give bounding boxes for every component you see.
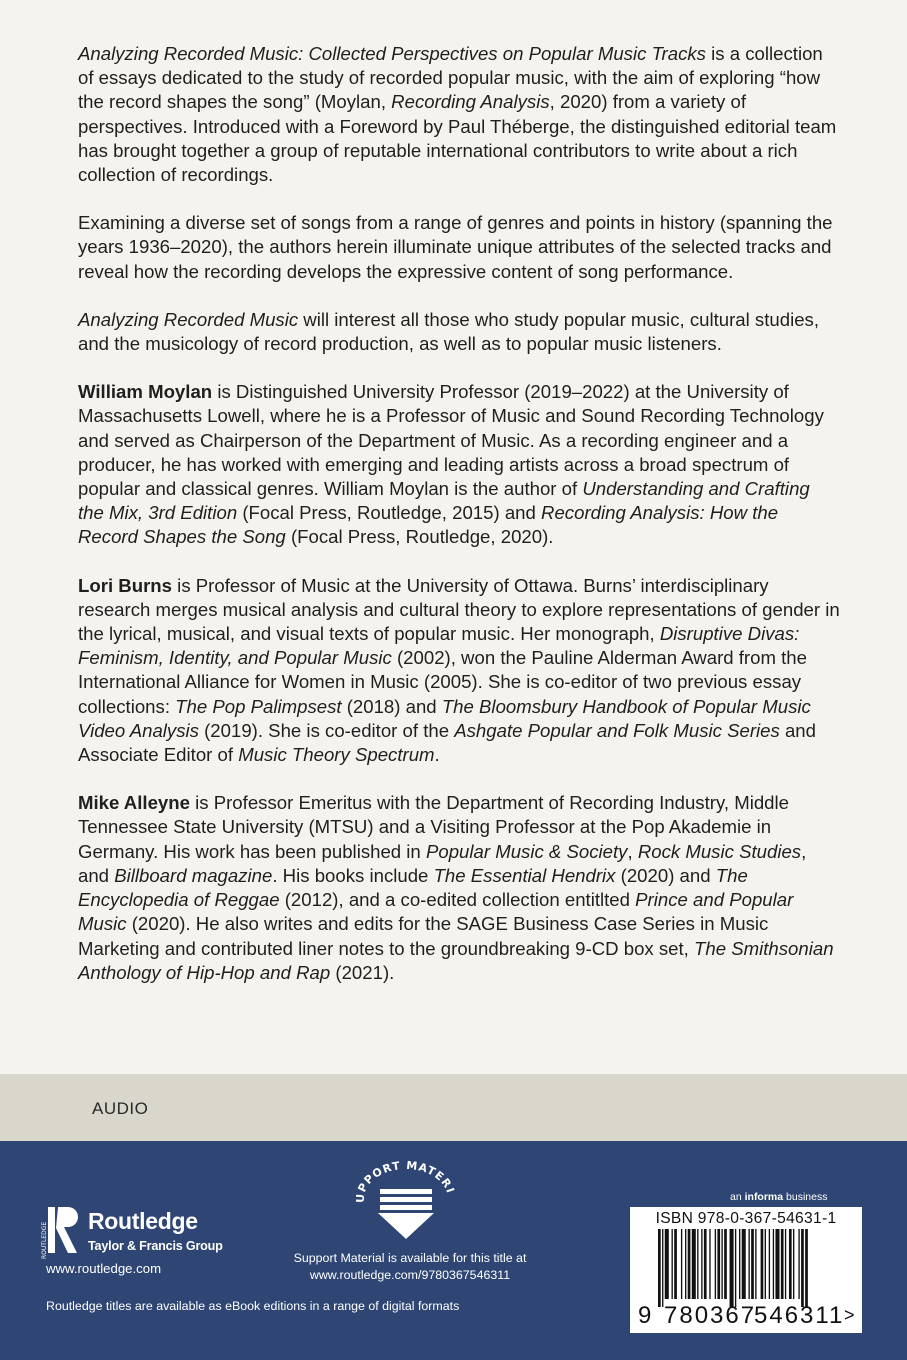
bio-text: (2002), won the Pauline Alderman Award from the International Alliance for Women in Music (2005). She is co-editor of two previous essay collections: — [78, 647, 807, 717]
journal-title-italic: Billboard magazine — [114, 864, 273, 886]
barcode-bar — [751, 1229, 754, 1299]
bio-text: and Associate Editor of — [78, 719, 816, 766]
bio-text: (Focal Press, Routledge, 2020). — [285, 526, 554, 548]
support-material-note: Support Material is available for this title at — [293, 1251, 527, 1265]
bio-text: , and — [78, 840, 807, 886]
barcode-bar — [685, 1229, 686, 1299]
bio-text: is Professor Emeritus with the Department of Recording Industry, Middle Tennessee State University (MTSU) and a Visiting Professor at the Pop Akademie in Germany. His work has been published in — [78, 792, 789, 862]
bio-text: (2021). — [330, 961, 395, 983]
bio-text: (2019). She is co-editor of the — [198, 719, 455, 741]
book-title-italic: Disruptive Divas: Feminism, Identity, and Popular Music — [78, 623, 800, 669]
barcode-bar — [781, 1229, 784, 1299]
book-title-italic: Understanding and Crafting the Mix, 3rd Edition — [78, 478, 810, 524]
svg-text:ROUTLEDGE: ROUTLEDGE — [41, 1221, 48, 1259]
book-title-italic: Analyzing Recorded Music — [78, 308, 299, 330]
barcode-bar — [662, 1229, 663, 1307]
author-name: Lori Burns — [78, 574, 173, 596]
bio-text: (2012), and a co-edited collection entitlted — [279, 889, 636, 911]
book-title-italic: Prince and Popular Music — [78, 889, 794, 935]
barcode-first-digit: 9 — [638, 1302, 652, 1329]
bio-text: (2018) and — [341, 695, 442, 717]
routledge-r-icon — [41, 1203, 84, 1261]
blurb-text: will interest all those who study popular music, cultural studies, and the musicology of record production, as well as to popular music listeners. — [78, 308, 820, 355]
barcode-bar — [692, 1229, 696, 1299]
barcode-bar — [755, 1229, 756, 1299]
routledge-logo — [41, 1203, 244, 1263]
barcode-bar — [769, 1229, 770, 1299]
bio-text: (Focal Press, Routledge, 2015) and — [237, 502, 542, 524]
bio-text: . — [434, 744, 440, 766]
author-name: William Moylan — [78, 381, 213, 403]
bio-william-moylan — [78, 380, 840, 549]
book-title-italic: The Pop Palimpsest — [175, 695, 342, 717]
blurb-text: , 2020) from a variety of perspectives. Introduced with a Foreword by Paul Théberge, the distinguished editorial team has brought together a group of reputable international contributors to write about a rich collection of recordings. — [78, 91, 837, 186]
barcode-bar — [785, 1229, 786, 1299]
barcode-bar — [697, 1229, 698, 1299]
barcode-bar — [701, 1229, 702, 1299]
support-material-icon — [356, 1161, 456, 1241]
citation-italic: Recording Analysis — [391, 91, 550, 113]
book-title-italic: Analyzing Recorded Music: Collected Perspectives on Popular Music Tracks — [78, 43, 706, 64]
author-name: Mike Alleyne — [78, 792, 190, 814]
bio-lori-burns — [78, 574, 840, 768]
barcode-bar — [674, 1229, 677, 1299]
barcode-bar — [665, 1229, 669, 1299]
barcode-bar — [773, 1229, 774, 1299]
barcode-bar — [742, 1229, 746, 1299]
barcode-bar — [735, 1229, 736, 1307]
barcode-bar — [801, 1229, 804, 1307]
barcode-bar — [748, 1229, 749, 1299]
svg-text:SUPPORT MATERIAL — [356, 1161, 456, 1203]
barcode-bar — [805, 1229, 808, 1307]
publisher-group: Taylor & Francis Group — [88, 1239, 223, 1253]
barcode-bar — [761, 1229, 764, 1299]
journal-title-italic: Popular Music & Society — [425, 840, 628, 862]
barcode-bar — [739, 1229, 740, 1299]
bio-mike-alleyne — [78, 791, 840, 985]
blurb-paragraph-scope: Examining a diverse set of songs from a range of genres and points in history (spanning the years 1936–2020), the authors herein illuminate unique attributes of the selected tracks and reveal how the recording develops the expressive content of song performance. — [78, 212, 833, 282]
barcode-bar — [798, 1229, 799, 1299]
publisher-url[interactable]: www.routledge.com — [46, 1261, 162, 1276]
journal-title-italic: Rock Music Studies — [637, 840, 802, 862]
blurb-paragraph-intro — [78, 42, 840, 187]
barcode-bar — [715, 1229, 716, 1299]
barcode-bar — [730, 1229, 734, 1307]
barcode-bar — [658, 1229, 661, 1307]
informa-brand: informa — [744, 1191, 784, 1203]
back-cover-blurb — [78, 42, 840, 1009]
barcode-bar — [704, 1229, 707, 1299]
book-title-italic: The Encyclopedia of Reggae — [78, 864, 748, 911]
barcode-bar — [765, 1229, 766, 1299]
barcode-left-digits: 780367 — [664, 1302, 757, 1329]
bio-text: (2020) and — [615, 864, 716, 886]
book-title-italic: The Essential Hendrix — [433, 864, 616, 886]
bio-text: . His books include — [272, 864, 434, 886]
barcode-right-digits: 546311 — [754, 1302, 845, 1329]
support-material-url[interactable]: www.routledge.com/9780367546311 — [309, 1268, 511, 1282]
isbn-barcode — [630, 1207, 862, 1333]
support-badge-text: PPORT MATERI — [356, 1161, 456, 1196]
barcode-bar — [688, 1229, 691, 1299]
publisher-footer — [0, 1141, 907, 1360]
barcode-tail-mark: > — [844, 1305, 855, 1325]
barcode-bar — [717, 1229, 720, 1299]
isbn-number: ISBN 978-0-367-54631-1 — [655, 1210, 837, 1227]
bio-text: is Distinguished University Professor (2019–2022) at the University of Massachusetts Lowell, where he is a Professor of Music and Sound Recording Technology and served as Chairperson of the Department of Music. As a recording engineer and a producer, he has worked with emerging and leading artists across a broad spectrum of popular and classical genres. William Moylan is the author of — [78, 381, 824, 500]
barcode-bar — [775, 1229, 779, 1299]
informa-tagline — [730, 1191, 827, 1203]
barcode-bar — [721, 1229, 722, 1299]
barcode-bar — [681, 1229, 682, 1299]
book-title-italic: Recording Analysis: How the Record Shapes the Song — [78, 502, 779, 548]
series-title-italic: Ashgate Popular and Folk Music Series — [454, 719, 780, 741]
bio-text: , — [627, 840, 638, 862]
journal-title-italic: Music Theory Spectrum — [238, 744, 435, 766]
barcode-bar — [793, 1229, 794, 1299]
blurb-paragraph-audience — [78, 308, 840, 356]
informa-text: business — [783, 1191, 828, 1203]
publisher-name: Routledge — [88, 1208, 198, 1234]
ebook-note: Routledge titles are available as eBook editions in a range of digital formats — [46, 1299, 460, 1313]
bio-text: (2020). He also writes and edits for the SAGE Business Case Series in Music Marketing and contributed liner notes to the groundbreaking 9-CD box set, — [78, 913, 769, 959]
barcode-bars — [636, 1229, 856, 1307]
book-title-italic: The Smithsonian Anthology of Hip-Hop and Rap — [78, 937, 834, 983]
genre-label: AUDIO — [92, 1099, 149, 1118]
barcode-bar — [724, 1229, 727, 1299]
genre-band — [0, 1074, 907, 1141]
book-title-italic: The Bloomsbury Handbook of Popular Music Video Analysis — [78, 695, 811, 741]
barcode-bar — [672, 1229, 673, 1299]
barcode-bar — [789, 1229, 792, 1299]
informa-text: an — [730, 1191, 745, 1203]
barcode-bar — [709, 1229, 710, 1299]
bio-text: is Professor of Music at the University of Ottawa. Burns’ interdisciplinary research merges musical analysis and cultural theory to explore representations of gender in the lyrical, musical, and visual texts of popular music. Her monograph, — [78, 574, 840, 645]
blurb-text: is a collection of essays dedicated to the study of recorded popular music, with the aim of exploring “how the record shapes the song” (Moylan, — [78, 43, 823, 113]
